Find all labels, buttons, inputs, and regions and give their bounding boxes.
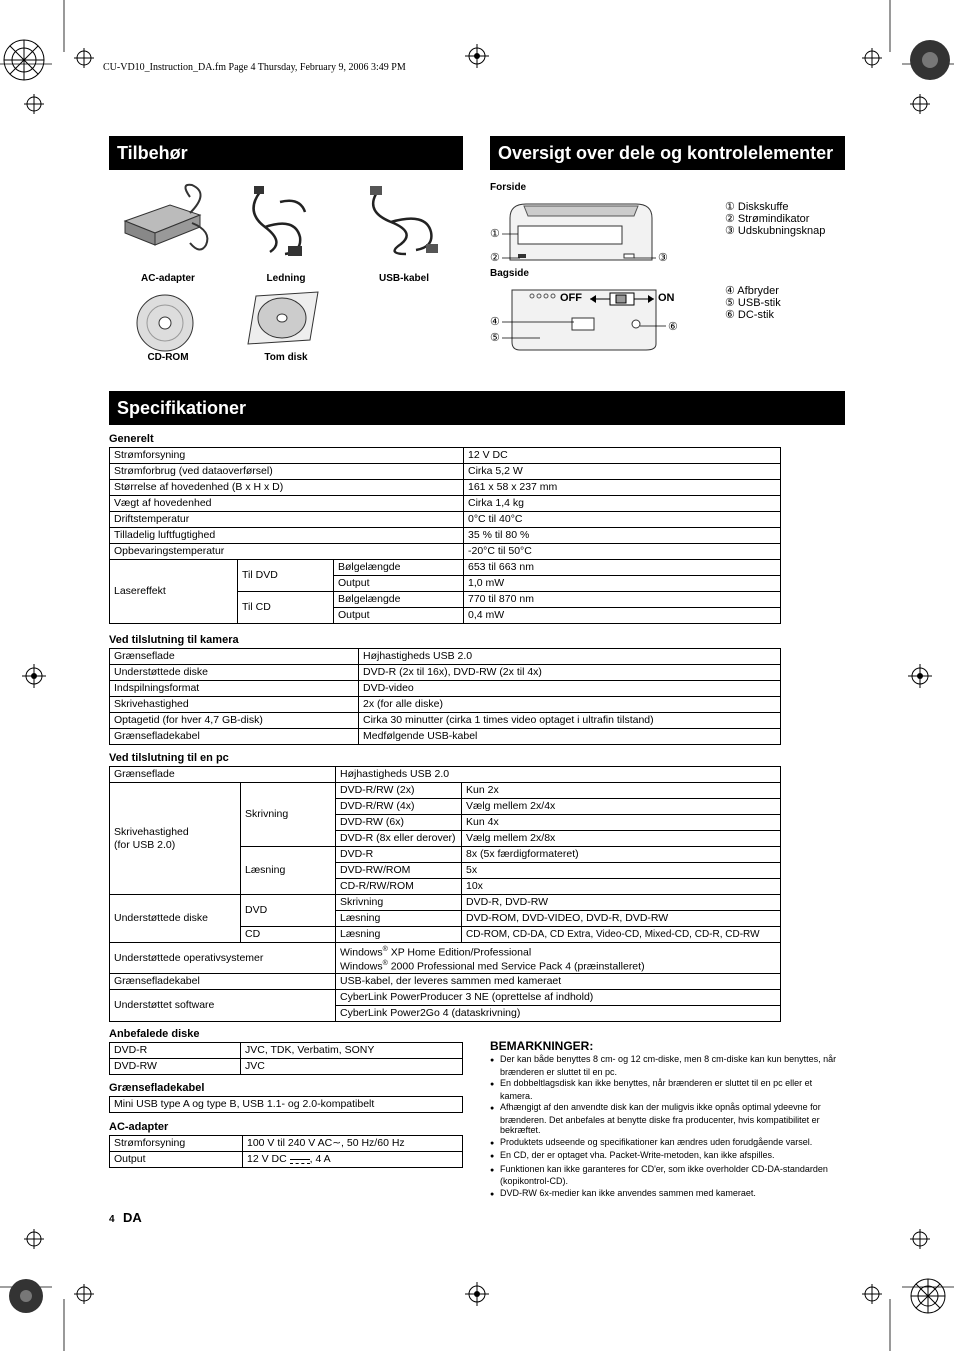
cell: 0°C til 40°C bbox=[464, 512, 781, 528]
os-windows-1: Windows bbox=[340, 946, 383, 958]
table-row bbox=[110, 974, 781, 990]
cell: JVC, TDK, Verbatim, SONY bbox=[241, 1043, 463, 1059]
cell: Optagetid (for hver 4,7 GB-disk) bbox=[110, 713, 359, 729]
page-number: 4 bbox=[109, 1214, 115, 1225]
cell: 10x bbox=[462, 879, 781, 895]
list-item: ● Produktets udseende og specifikationer kan ændres uden forudgående varsel. bbox=[490, 1137, 845, 1150]
section-title-accessories: Tilbehør bbox=[109, 136, 463, 170]
cell: CD-ROM, CD-DA, CD Extra, Video-CD, Mixed-CD, CD-R, CD-RW bbox=[462, 927, 781, 943]
cell: Output bbox=[334, 576, 464, 592]
front-item-power-indicator: ② Strømindikator bbox=[725, 213, 810, 225]
notes-title: BEMARKNINGER: bbox=[490, 1039, 594, 1053]
cell: CyberLink PowerProducer 3 NE (oprettelse af indhold) bbox=[336, 990, 781, 1006]
callout-2: ② bbox=[490, 252, 500, 264]
pc-title: Ved tilslutning til en pc bbox=[109, 752, 229, 764]
cell: DVD-RW (6x) bbox=[336, 815, 462, 831]
pc-spec-table bbox=[109, 766, 781, 1022]
cell: Højhastigheds USB 2.0 bbox=[336, 767, 781, 783]
general-title: Generelt bbox=[109, 433, 154, 445]
cell: Medfølgende USB-kabel bbox=[359, 729, 781, 745]
crosshair-left-bottom-icon bbox=[24, 1229, 44, 1249]
callout-1: ① bbox=[490, 228, 500, 240]
cell: Læsning bbox=[336, 927, 462, 943]
table-row bbox=[110, 496, 781, 512]
accessory-label-usb-cable: USB-kabel bbox=[378, 273, 429, 284]
cell: Højhastigheds USB 2.0 bbox=[359, 649, 781, 665]
table-row bbox=[110, 649, 781, 665]
ac-power-value: 100 V til 240 V AC bbox=[247, 1137, 333, 1149]
cell: Kun 4x bbox=[462, 815, 781, 831]
interface-cable-title: Grænsefladekabel bbox=[109, 1082, 205, 1094]
cell: DVD-ROM, DVD-VIDEO, DVD-R, DVD-RW bbox=[462, 911, 781, 927]
cell: 653 til 663 nm bbox=[464, 560, 781, 576]
cell: 770 til 870 nm bbox=[464, 592, 781, 608]
cell: DVD-R bbox=[110, 1043, 241, 1059]
crosshair-right-icon bbox=[908, 664, 932, 688]
notes-list bbox=[490, 1054, 845, 1201]
cell: Understøttede diske bbox=[110, 665, 359, 681]
table-row bbox=[110, 448, 781, 464]
cell: Læsning bbox=[336, 911, 462, 927]
cell: DVD bbox=[241, 895, 336, 927]
cell: CD bbox=[241, 927, 336, 943]
list-item: ● En dobbeltlagsdisk kan ikke benyttes, når brænderen er sluttet til en pc eller et kamera. bbox=[490, 1078, 845, 1101]
table-row bbox=[110, 783, 781, 799]
accessory-label-blank-disc: Tom disk bbox=[264, 352, 308, 363]
crosshair-left-icon bbox=[22, 664, 46, 688]
table-row bbox=[110, 1059, 463, 1075]
cell: Grænsefladekabel bbox=[110, 729, 359, 745]
section-title-specs: Specifikationer bbox=[109, 391, 845, 425]
cell: Skrivning bbox=[241, 783, 336, 847]
cell: Strømforsyning bbox=[110, 448, 464, 464]
cell: Cirka 5,2 W bbox=[464, 464, 781, 480]
table-row bbox=[110, 1097, 463, 1113]
front-view-label: Forside bbox=[490, 182, 527, 193]
cell: -20°C til 50°C bbox=[464, 544, 781, 560]
ac-output-suffix: , 4 A bbox=[309, 1153, 331, 1165]
table-row bbox=[110, 464, 781, 480]
cell: DVD-R bbox=[336, 847, 462, 863]
list-item: ● DVD-RW 6x-medier kan ikke anvendes sammen med kameraet. bbox=[490, 1188, 845, 1201]
cell: Læsning bbox=[241, 847, 336, 895]
cell: DVD-RW bbox=[110, 1059, 241, 1075]
cell: Output bbox=[110, 1152, 243, 1168]
cell: 2x (for alle diske) bbox=[359, 697, 781, 713]
cell bbox=[243, 1136, 463, 1152]
reg-mark: ® bbox=[382, 960, 388, 967]
table-row bbox=[110, 665, 781, 681]
switch-off-label: OFF bbox=[560, 292, 582, 304]
cell: Cirka 30 minutter (cirka 1 times video optaget i ultrafin tilstand) bbox=[359, 713, 781, 729]
ac-adapter-title: AC-adapter bbox=[109, 1121, 169, 1133]
registration-mark-bottom-left-icon bbox=[8, 1278, 44, 1314]
section-title-overview: Oversigt over dele og kontrolelementer bbox=[490, 136, 845, 170]
cell: 161 x 58 x 237 mm bbox=[464, 480, 781, 496]
page-footer bbox=[109, 1209, 142, 1227]
cell bbox=[243, 1152, 463, 1168]
callout-5: ⑤ bbox=[490, 332, 500, 344]
cell: Vælg mellem 2x/8x bbox=[462, 831, 781, 847]
cell: DVD-R (8x eller derover) bbox=[336, 831, 462, 847]
cell: Grænseflade bbox=[110, 767, 336, 783]
file-header: CU-VD10_Instruction_DA.fm Page 4 Thursday, February 9, 2006 3:49 PM bbox=[103, 62, 406, 73]
cell: JVC bbox=[241, 1059, 463, 1075]
cell: Grænseflade bbox=[110, 649, 359, 665]
accessory-label-ac-adapter: AC-adapter bbox=[141, 273, 195, 284]
cell: Output bbox=[334, 608, 464, 624]
back-view-label: Bagside bbox=[490, 268, 529, 279]
ac-output-value: 12 V DC bbox=[247, 1153, 287, 1165]
cell: 1,0 mW bbox=[464, 576, 781, 592]
crosshair-right-bottom-icon bbox=[910, 1229, 930, 1249]
ac-adapter-table bbox=[109, 1135, 463, 1168]
back-item-dc: ⑥ DC-stik bbox=[725, 309, 774, 321]
cell: DVD-R (2x til 16x), DVD-RW (2x til 4x) bbox=[359, 665, 781, 681]
cell: Driftstemperatur bbox=[110, 512, 464, 528]
language-code: DA bbox=[123, 1210, 142, 1225]
table-row bbox=[110, 480, 781, 496]
cell: Strømforsyning bbox=[110, 1136, 243, 1152]
registration-mark-bottom-right-icon bbox=[910, 1278, 946, 1314]
back-leader-lines bbox=[0, 0, 954, 400]
cell: Til CD bbox=[238, 592, 334, 624]
table-row bbox=[110, 512, 781, 528]
cell: Mini USB type A og type B, USB 1.1- og 2.0-kompatibelt bbox=[110, 1097, 463, 1113]
cell: Grænsefladekabel bbox=[110, 974, 336, 990]
cell: CD-R/RW/ROM bbox=[336, 879, 462, 895]
camera-spec-table bbox=[109, 648, 781, 745]
cell: Lasereffekt bbox=[110, 560, 238, 624]
accessory-label-cord: Ledning bbox=[266, 273, 306, 284]
table-row bbox=[110, 943, 781, 974]
os-windows-2: Windows bbox=[340, 960, 383, 973]
cell: Bølgelængde bbox=[334, 560, 464, 576]
cell: Skrivehastighed bbox=[110, 697, 359, 713]
cell: DVD-R, DVD-RW bbox=[462, 895, 781, 911]
crosshair-bottom-icon bbox=[465, 1282, 489, 1306]
front-item-eject-button: ③ Udskubningsknap bbox=[725, 225, 826, 237]
table-row bbox=[110, 1043, 463, 1059]
cell: DVD-video bbox=[359, 681, 781, 697]
list-item: ● Afhængigt af den anvendte disk kan der muligvis ikke opnås optimal ydeevne for brænderen. Det anbefales at benytte diske fra producenter, hvis kompatibilitet er bekræftet. bbox=[490, 1102, 845, 1136]
list-item: ● En CD, der er optaget vha. Packet-Write-metoden, kan ikke afspilles. bbox=[490, 1150, 845, 1163]
list-item: ● Funktionen kan ikke garanteres for CD'er, som ikke overholder CD-DA-standarden (kopikontrol-CD). bbox=[490, 1164, 845, 1187]
table-row bbox=[110, 544, 781, 560]
os-2000: 2000 Professional med Service Pack 4 (præinstalleret) bbox=[387, 960, 645, 973]
general-spec-table bbox=[109, 447, 781, 624]
table-row bbox=[110, 697, 781, 713]
callout-6: ⑥ bbox=[668, 321, 678, 333]
ac-power-suffix: , 50 Hz/60 Hz bbox=[341, 1137, 405, 1149]
interface-cable-table bbox=[109, 1096, 463, 1113]
table-row bbox=[110, 681, 781, 697]
table-row bbox=[110, 1136, 463, 1152]
accessory-label-cd-rom: CD-ROM bbox=[147, 352, 189, 363]
cell: Kun 2x bbox=[462, 783, 781, 799]
cell: USB-kabel, der leveres sammen med kameraet bbox=[336, 974, 781, 990]
cell: Tilladelig luftfugtighed bbox=[110, 528, 464, 544]
cell: 8x (5x færdigformateret) bbox=[462, 847, 781, 863]
write-speed-label: Skrivehastighed bbox=[114, 825, 189, 838]
cell: Bølgelængde bbox=[334, 592, 464, 608]
cell: 5x bbox=[462, 863, 781, 879]
ac-tilde-icon: ∼ bbox=[332, 1137, 342, 1149]
back-item-usb: ⑤ USB-stik bbox=[725, 297, 781, 309]
back-items-list bbox=[725, 285, 781, 321]
cell: Understøttet software bbox=[110, 990, 336, 1022]
cell: Opbevaringstemperatur bbox=[110, 544, 464, 560]
cell: CyberLink Power2Go 4 (dataskrivning) bbox=[336, 1006, 781, 1022]
recommended-table bbox=[109, 1042, 463, 1075]
cell: 12 V DC bbox=[464, 448, 781, 464]
cell: Strømforbrug (ved dataoverførsel) bbox=[110, 464, 464, 480]
crosshair-corner-bl-icon bbox=[74, 1284, 94, 1304]
cell: Vælg mellem 2x/4x bbox=[462, 799, 781, 815]
cell bbox=[110, 783, 241, 895]
cell: Understøttede operativsystemer bbox=[110, 943, 336, 974]
dc-symbol-icon bbox=[290, 1159, 310, 1164]
table-row bbox=[110, 1152, 463, 1168]
write-speed-sublabel: (for USB 2.0) bbox=[114, 838, 176, 851]
cell: DVD-R/RW (2x) bbox=[336, 783, 462, 799]
cell: 35 % til 80 % bbox=[464, 528, 781, 544]
back-item-switch: ④ Afbryder bbox=[725, 285, 779, 297]
cell: Vægt af hovedenhed bbox=[110, 496, 464, 512]
callout-3: ③ bbox=[658, 252, 668, 264]
cell: Understøttede diske bbox=[110, 895, 241, 943]
cell: Størrelse af hovedenhed (B x H x D) bbox=[110, 480, 464, 496]
reg-mark: ® bbox=[382, 945, 388, 953]
table-row bbox=[110, 729, 781, 745]
os-xp: XP Home Edition/Professional bbox=[387, 946, 532, 958]
recommended-title: Anbefalede diske bbox=[109, 1028, 200, 1040]
cell: Skrivning bbox=[336, 895, 462, 911]
cell: 0,4 mW bbox=[464, 608, 781, 624]
cell bbox=[336, 943, 781, 974]
switch-on-label: ON bbox=[658, 292, 675, 304]
table-row bbox=[110, 560, 781, 576]
camera-title: Ved tilslutning til kamera bbox=[109, 634, 239, 646]
crosshair-corner-br-icon bbox=[862, 1284, 882, 1304]
table-row bbox=[110, 990, 781, 1006]
table-row bbox=[110, 528, 781, 544]
cell: Indspilningsformat bbox=[110, 681, 359, 697]
table-row bbox=[110, 895, 781, 911]
front-item-tray: ① Diskskuffe bbox=[725, 201, 789, 213]
list-item: ● Der kan både benyttes 8 cm- og 12 cm-diske, men 8 cm-diske kan kun benyttes, når brænderen er sluttet til en pc. bbox=[490, 1054, 845, 1077]
cell: Til DVD bbox=[238, 560, 334, 592]
table-row bbox=[110, 713, 781, 729]
cell: DVD-RW/ROM bbox=[336, 863, 462, 879]
callout-4: ④ bbox=[490, 316, 500, 328]
cell: DVD-R/RW (4x) bbox=[336, 799, 462, 815]
cell: Cirka 1,4 kg bbox=[464, 496, 781, 512]
table-row bbox=[110, 767, 781, 783]
